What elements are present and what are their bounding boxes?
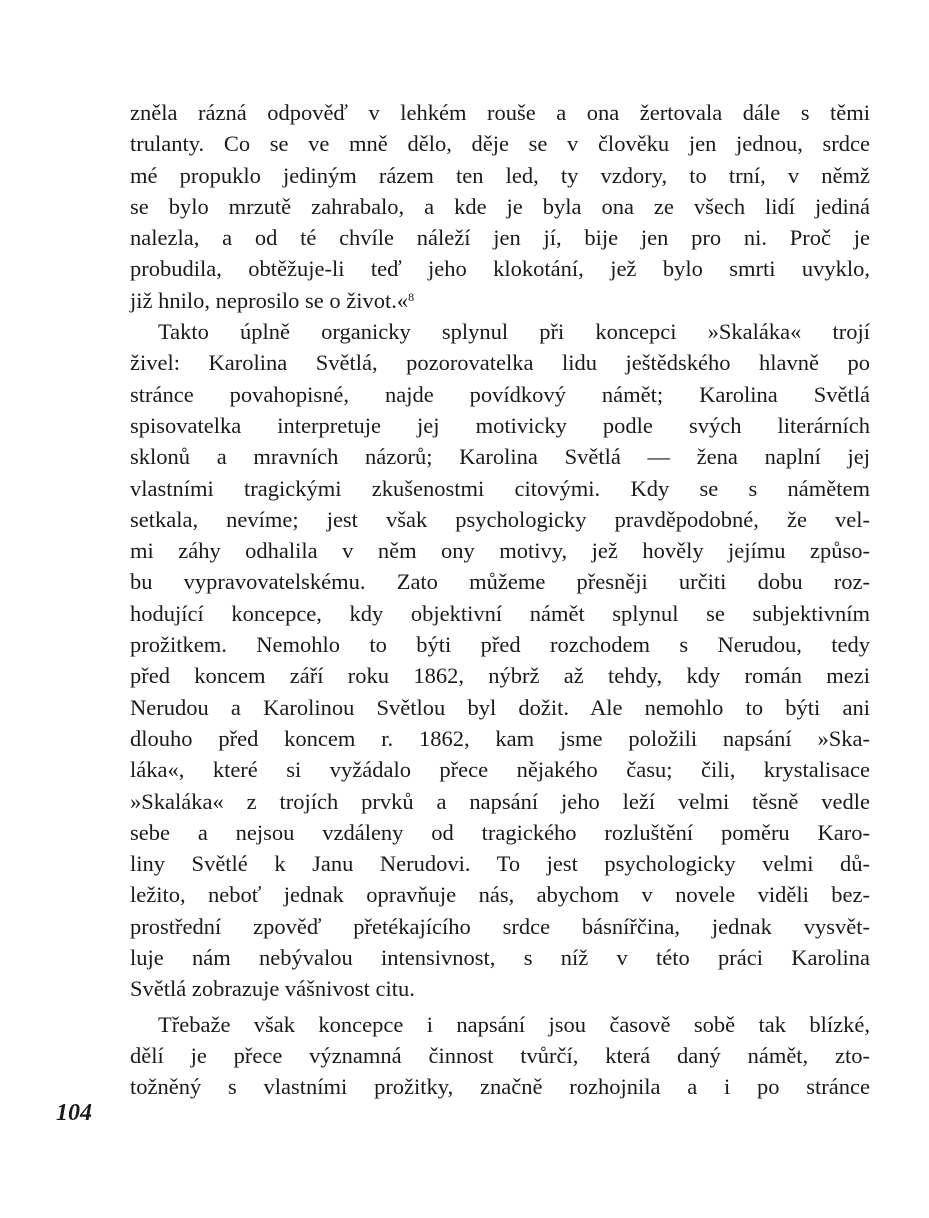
text-line: nalezla, a od té chvíle náleží jen jí, bije jen pro ni. Proč je xyxy=(130,225,870,251)
text-line: »Skaláka« z trojích prvků a napsání jeho leží velmi těsně vedle xyxy=(130,788,870,814)
text-line: zněla rázná odpověď v lehkém rouše a ona žertovala dále s těmi xyxy=(130,100,870,125)
text-line: se bylo mrzutě zahrabalo, a kde je byla ona ze všech lidí jediná xyxy=(130,193,870,219)
text-line: dělí je přece významná činnost tvůrčí, která daný námět, zto- xyxy=(130,1042,870,1068)
text-line: probudila, obtěžuje-li teď jeho klokotání, jež bylo smrti uvyklo, xyxy=(130,256,870,282)
footnote-reference: 8 xyxy=(408,289,415,304)
text-line: mé propuklo jediným rázem ten led, ty vzdory, to trní, v němž xyxy=(130,162,870,188)
text-line: Takto úplně organicky splynul při koncepci »Skaláka« trojí xyxy=(158,319,870,345)
text-line: trulanty. Co se ve mně dělo, děje se v člověku jen jednou, srdce xyxy=(130,131,870,157)
text-line: Světlá zobrazuje vášnivost citu. xyxy=(130,976,415,1002)
body-text xyxy=(130,97,870,1103)
text-line: prožitkem. Nemohlo to býti před rozchodem s Nerudou, tedy xyxy=(130,632,870,658)
paragraph-1 xyxy=(130,97,870,316)
text-line-content: již hnilo, neprosilo se o život.« xyxy=(130,287,409,313)
text-line: spisovatelka interpretuje jej motivicky podle svých literárních xyxy=(130,412,870,438)
text-line: tožněný s vlastními prožitky, značně rozhojnila a i po stránce xyxy=(130,1074,870,1100)
paragraph-3 xyxy=(130,1009,870,1103)
text-line: před koncem září roku 1862, nýbrž až tehdy, kdy román mezi xyxy=(130,663,870,689)
text-line: láka«, které si vyžádalo přece nějakého času; čili, krystalisace xyxy=(130,757,870,783)
text-line: sebe a nejsou vzdáleny od tragického rozluštění poměru Karo- xyxy=(130,819,870,845)
text-line: živel: Karolina Světlá, pozorovatelka lidu ještědského hlavně po xyxy=(130,350,870,376)
text-line: Třebaže však koncepce i napsání jsou časově sobě tak blízké, xyxy=(158,1011,870,1037)
text-line: dlouho před koncem r. 1862, kam jsme položili napsání »Ska- xyxy=(130,725,870,751)
text-line: prostřední zpověď přetékajícího srdce básnířčina, jednak vysvět- xyxy=(130,913,870,939)
text-line: hodující koncepce, kdy objektivní námět splynul se subjektivním xyxy=(130,600,870,626)
text-line: Nerudou a Karolinou Světlou byl dožit. Ale nemohlo to býti ani xyxy=(130,694,870,720)
text-line: vlastními tragickými zkušenostmi citovými. Kdy se s námětem xyxy=(130,475,870,501)
paragraph-2 xyxy=(130,316,870,1005)
text-line: ležito, neboť jednak opravňuje nás, abychom v novele viděli bez- xyxy=(130,882,870,908)
text-line: luje nám nebývalou intensivnost, s níž v této práci Karolina xyxy=(130,945,870,971)
text-line xyxy=(130,285,870,316)
page-number: 104 xyxy=(56,1100,92,1126)
text-line: bu vypravovatelskému. Zato můžeme přesněji určiti dobu roz- xyxy=(130,569,870,595)
text-line: setkala, nevíme; jest však psychologicky pravděpodobné, že vel- xyxy=(130,506,870,532)
text-line: stránce povahopisné, najde povídkový námět; Karolina Světlá xyxy=(130,381,870,407)
text-line: liny Světlé k Janu Nerudovi. To jest psychologicky velmi dů- xyxy=(130,851,870,877)
text-line: mi záhy odhalila v něm ony motivy, jež hověly jejímu způso- xyxy=(130,538,870,564)
text-line: sklonů a mravních názorů; Karolina Světlá — žena naplní jej xyxy=(130,444,870,470)
